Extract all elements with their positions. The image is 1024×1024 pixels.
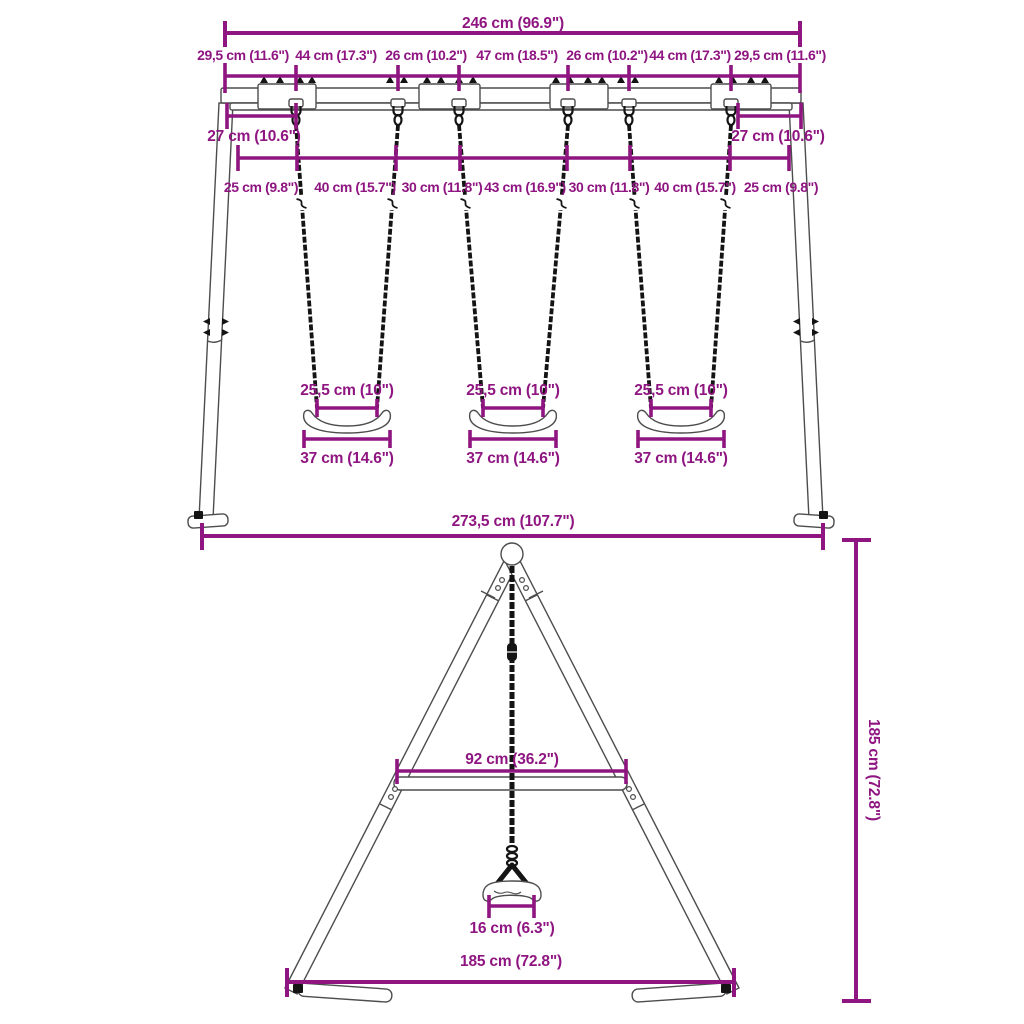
front-left-foot: [188, 514, 229, 529]
dim-handle-width: [469, 895, 554, 937]
dim-label: 37 cm (14.6"): [634, 450, 728, 467]
dim-label: 185 cm (72.8"): [865, 719, 882, 821]
dim-label: 25,5 cm (10"): [634, 382, 728, 399]
side-feet: [293, 983, 731, 1003]
trapeze: [483, 566, 541, 901]
top-beam: [221, 76, 801, 110]
dim-label: 29,5 cm (11.6"): [197, 47, 289, 63]
beam-connector-plate: [550, 84, 608, 109]
side-view: [285, 540, 882, 1002]
dim-label: 25,5 cm (10"): [466, 382, 560, 399]
dim-label: 30 cm (11.8"): [401, 179, 483, 195]
dim-label: 40 cm (15.7"): [654, 179, 736, 195]
beam-connector-plate: [419, 84, 480, 109]
dim-label: 26 cm (10.2"): [566, 47, 648, 63]
front-right-foot: [794, 514, 835, 529]
swing-hangers-and-chains: [289, 99, 738, 408]
dim-label: 44 cm (17.3"): [649, 47, 731, 63]
dim-label: 44 cm (17.3"): [295, 47, 377, 63]
dim-chain-spacing: [224, 145, 818, 195]
swing-seats: [304, 410, 725, 433]
beam-connector-plate: [711, 84, 771, 109]
dim-label: 40 cm (15.7"): [314, 179, 396, 195]
dim-label: 246 cm (96.9"): [462, 15, 564, 32]
dim-label: 47 cm (18.5"): [476, 47, 558, 63]
apex-beam-cross-section: [501, 543, 523, 565]
dim-label: 16 cm (6.3"): [469, 920, 555, 937]
dim-overall-width: [225, 15, 800, 47]
dim-label: 25 cm (9.8"): [743, 179, 819, 195]
dim-label: 37 cm (14.6"): [300, 450, 394, 467]
dim-label: 30 cm (11.8"): [568, 179, 650, 195]
dim-height: [842, 540, 882, 1001]
dim-label: 37 cm (14.6"): [466, 450, 560, 467]
dim-label: 25 cm (9.8"): [223, 179, 299, 195]
dim-label: 27 cm (10.6"): [731, 128, 825, 145]
dim-label: 26 cm (10.2"): [385, 47, 467, 63]
beam-connector-plate: [258, 84, 316, 109]
dim-label: 43 cm (16.9"): [484, 179, 566, 195]
dim-label: 92 cm (36.2"): [465, 751, 559, 768]
dim-label: 25,5 cm (10"): [300, 382, 394, 399]
chain-break-marks: [296, 196, 731, 210]
front-right-leg: [789, 103, 834, 528]
front-left-leg: [188, 103, 233, 528]
swing-chains: [296, 125, 731, 408]
front-view: [188, 15, 835, 550]
dim-label: 185 cm (72.8"): [460, 953, 562, 970]
dim-label: 29,5 cm (11.6"): [734, 47, 826, 63]
dim-label: 273,5 cm (107.7"): [451, 513, 575, 530]
dim-label: 27 cm (10.6"): [207, 128, 301, 145]
